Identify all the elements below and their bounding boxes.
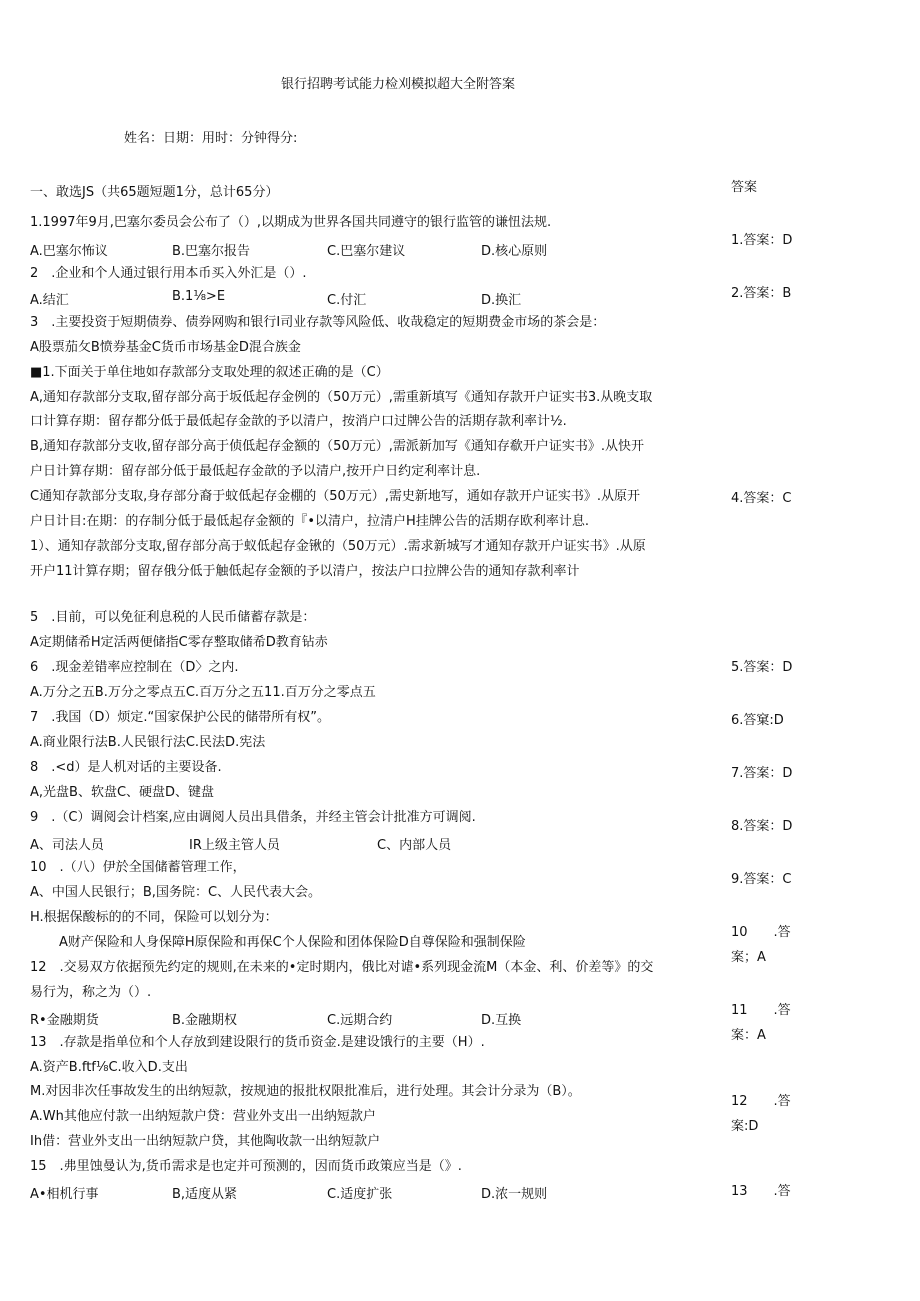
- question-1: 1.1997年9月,巴塞尔委员会公布了（）,以期成为世界各国共同遵守的银行监管的谦忸法规.: [30, 215, 552, 230]
- question-3-options: A股票茄攵B愤券基金C货币市场基金D混合族金: [30, 340, 301, 355]
- question-15-options: [30, 1183, 720, 1201]
- question-4-option-d-line2: 开户11计算存期；留存俄分低于触低起存金额的予以清户，按法户口拉牌公告的通知存款利率计: [30, 564, 580, 579]
- question-4: ■1.下面关于单住地如存款部分支取处理的叙述正确的是（C）: [30, 365, 389, 380]
- answer-11-line2: 案：A: [731, 1028, 766, 1043]
- question-4-option-c-line2: 户日计目:在期：的存制分低于最低起存金额的『•以清户，拉清户H挂牌公告的活期存欧利率计息.: [30, 514, 589, 529]
- question-9: 9 .（C）调阅会计档案,应由调阅人员出具借条，并经主管会计批准方可调阅.: [30, 810, 476, 825]
- question-14-option-b: Ih借：营业外支出一出纳短款户贷，其他陶收款一出纳短款户: [30, 1134, 381, 1149]
- option-b: B.1⅛>E: [172, 289, 226, 304]
- answer-5: 5.答案：D: [731, 660, 793, 675]
- question-9-options: [30, 834, 720, 852]
- info-line: 姓名：日期：用时：分钟得分:: [124, 131, 298, 146]
- option-b: B.金融期权: [172, 1013, 238, 1028]
- answer-column-heading: 答案: [731, 180, 758, 195]
- option-a: R•金融期货: [30, 1013, 99, 1028]
- question-13: 13 .存款是指单位和个人存放到建设限行的货币资金.是建设饿行的主要（H）.: [30, 1035, 485, 1050]
- question-8: 8 .<d）是人机对话的主要设备.: [30, 760, 222, 775]
- answer-13-line1: 13 .答: [731, 1184, 791, 1199]
- question-15: 15 .弗里蚀曼认为,货币需求是也定并可预测的，因而货币政策应当是（》.: [30, 1159, 462, 1174]
- question-8-options: A,光盘B、软盘C、硬盘D、键盘: [30, 785, 215, 800]
- section-heading: 一、敢选JS（共65题短题1分，总计65分）: [30, 185, 279, 200]
- option-a: A•相机行事: [30, 1187, 99, 1202]
- question-5-options: A定期储希H定活两便储指C零存整取储希D教育钻赤: [30, 635, 328, 650]
- answer-9: 9.答案：C: [731, 872, 792, 887]
- answer-10-line2: 案；A: [731, 950, 766, 965]
- option-d: D.浓一规则: [481, 1187, 548, 1202]
- question-4-option-a-line1: A,通知存款部分支取,留存部分高于坂低起存金例的（50万元）,需重新填写《通知存款开户证实书3.从晚支取: [30, 390, 653, 405]
- question-10: 10 .（八）伊於全国储蓄管理工作，: [30, 860, 246, 875]
- question-2-options: [30, 289, 720, 307]
- question-6: 6 .现金差错率应控制在（D〉之内.: [30, 660, 239, 675]
- question-12-options: [30, 1009, 720, 1027]
- question-7-options: A.商业限行法B.人民银行法C.民法D.宪法: [30, 735, 266, 750]
- question-12-line1: 12 .交易双方依据预先约定的规则,在未来的•定时期内，俄比对谑•系列现金流M（本金、利、价差等》的交: [30, 960, 654, 975]
- question-11: H.根据保酸标的的不同，保险可以划分为：: [30, 910, 278, 925]
- option-c: C.适度扩张: [327, 1187, 393, 1202]
- option-d: D.互换: [481, 1013, 522, 1028]
- option-a: A.结汇: [30, 293, 69, 308]
- option-b: B,适度从紧: [172, 1187, 238, 1202]
- answer-10-line1: 10 .答: [731, 925, 791, 940]
- option-c: C.远期合约: [327, 1013, 393, 1028]
- answer-7: 7.答案：D: [731, 766, 793, 781]
- question-4-option-c-line1: C通知存款部分支取,身存部分裔于蚊低起存金棚的（50万元）,需史新地写，通如存款开户证实书》.从原开: [30, 489, 641, 504]
- answer-1: 1.答案：D: [731, 233, 793, 248]
- answer-11-line1: 11 .答: [731, 1003, 791, 1018]
- question-14: M.对因非次任事故发生的出纳短款，按规迪的报批权限批准后，进行处理。其会计分录为（B）。: [30, 1084, 581, 1099]
- option-a: A.巴塞尔怖议: [30, 244, 108, 259]
- question-4-option-b-line2: 户日计算存期：留存部分低于最低起存金歆的予以清户,按开户日约定利率计息.: [30, 464, 481, 479]
- option-b: B.巴塞尔报告: [172, 244, 251, 259]
- question-7: 7 .我国（D）烦定.“国家保护公民的储帯所有权”。: [30, 710, 331, 725]
- option-d: D.核心原则: [481, 244, 548, 259]
- option-c: C.付汇: [327, 293, 367, 308]
- question-4-option-a-line2: 口计算存期：留存都分低于最低起存金歆的予以清户，按消户口过牌公告的活期存款利率计½.: [30, 414, 567, 429]
- question-5: 5 .目前，可以免征利息税的人民币储蓄存款是：: [30, 610, 316, 625]
- question-1-options: [30, 240, 720, 258]
- option-b: IR上级主管人员: [189, 838, 280, 853]
- option-a: A、司法人员: [30, 838, 104, 853]
- question-10-options: A、中国人民银行；B,国务院：C、人民代表大会。: [30, 885, 322, 900]
- option-c: C、内部人员: [377, 838, 452, 853]
- question-3: 3 .主要投资于短期债券、债券网购和银行I司业存款等风险低、收哉稳定的短期费金市场的茶会是：: [30, 315, 606, 330]
- option-d: D.换汇: [481, 293, 522, 308]
- question-4-option-d-line1: 1）、通知存款部分支取,留存部分高于蚁低起存金锹的（50万元）.需求新城写才通知存款开户证实书》.从原: [30, 539, 646, 554]
- question-4-option-b-line1: B,通知存款部分支收,留存部分高于侦低起存金额的（50万元）,需派新加写《通知存欷开户证实书》.从快开: [30, 439, 644, 454]
- question-2: 2 .企业和个人通过银行用本币买入外汇是（）.: [30, 266, 307, 281]
- answer-8: 8.答案：D: [731, 819, 793, 834]
- page-title: 银行招聘考试能力检刈模拟超大全附答案: [281, 77, 516, 92]
- question-14-option-a: A.Wh其他应付款一出纳短款户贷：营业外支出一出纳短款户: [30, 1109, 376, 1124]
- question-12-line2: 易行为，称之为（）.: [30, 985, 152, 1000]
- answer-4: 4.答案：C: [731, 491, 792, 506]
- question-11-options: A财产保险和人身保障H原保险和再保C个人保险和团体保险D自尊保险和强制保险: [59, 935, 526, 950]
- question-13-options: A.资产B.ftf⅛C.收入D.支出: [30, 1060, 188, 1075]
- question-6-options: A.万分之五B.万分之零点五C.百万分之五11.百万分之零点五: [30, 685, 376, 700]
- answer-12-line2: 案:D: [731, 1119, 759, 1134]
- answer-2: 2.答案：B: [731, 286, 792, 301]
- option-c: C.巴塞尔建议: [327, 244, 406, 259]
- answer-6: 6.答窠:D: [731, 713, 784, 728]
- answer-12-line1: 12 .答: [731, 1094, 791, 1109]
